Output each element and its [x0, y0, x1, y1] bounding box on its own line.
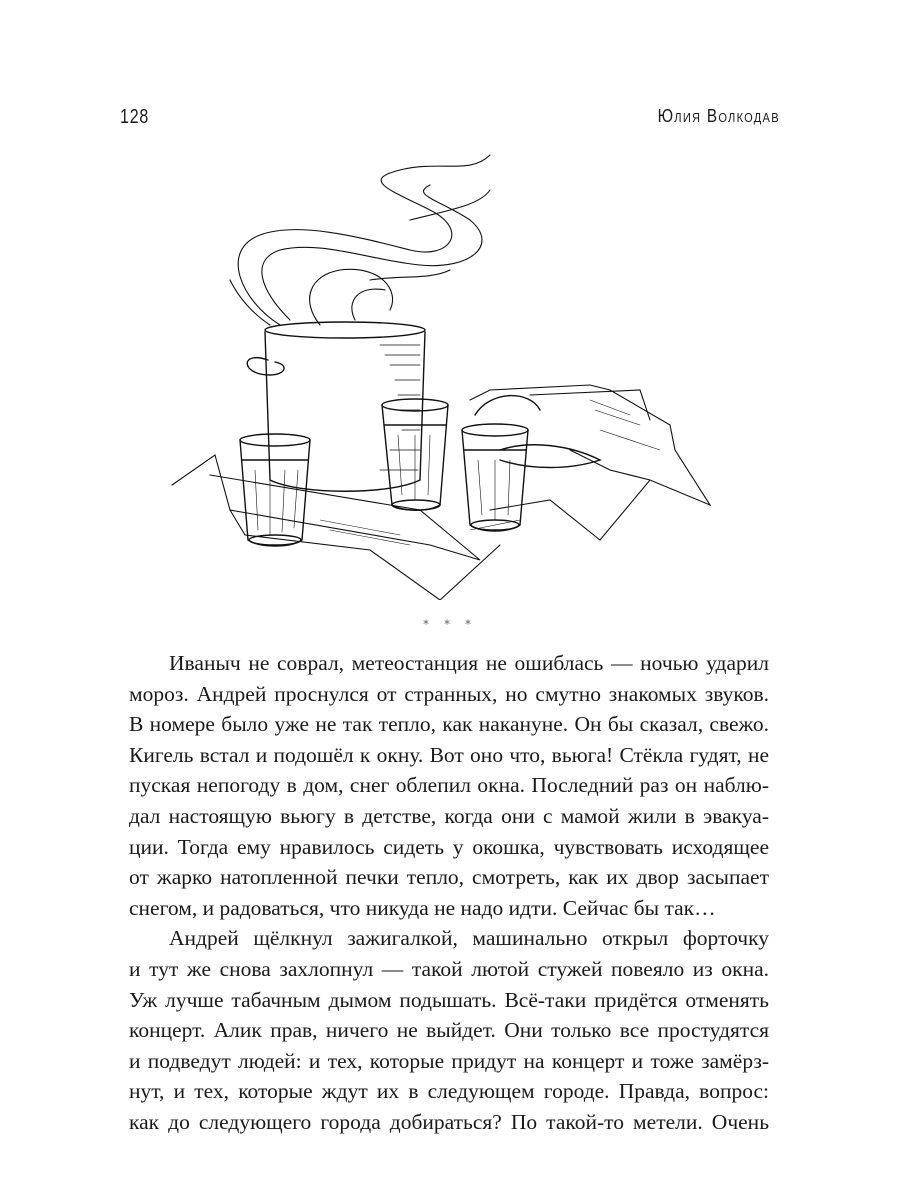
author-name: Юлия Волкодав [657, 106, 780, 126]
text-line: Уж лучше табачным дымом подышать. Всё-таки придётся отменять [129, 987, 769, 1012]
text-line: мороз. Андрей проснулся от странных, но смутно знакомых звуков. [129, 681, 769, 706]
text-line: Андрей щёлкнул зажигалкой, машинально открыл форточку [169, 926, 769, 951]
body-text [129, 648, 769, 1138]
text-line: В номере было уже не так тепло, как накануне. Он бы сказал, свежо. [129, 712, 769, 737]
section-separator: * * * [423, 618, 477, 631]
text-line: нут, и тех, которые ждут их в следующем городе. Правда, вопрос: [129, 1079, 769, 1104]
text-line: Иваныч не соврал, метеостанция не ошиблась — ночью ударил [169, 651, 769, 675]
glass-icon-middle [382, 399, 448, 510]
running-head [120, 106, 780, 136]
text-line: концерт. Алик прав, ничего не выйдет. Они только все простудятся [129, 1018, 769, 1043]
text-line: и подведут людей: и тех, которые придут на концерт и тоже замёрз- [129, 1048, 769, 1073]
paragraph-2 [129, 923, 769, 1137]
text-line: от жарко натопленной печки тепло, смотреть, как их двор засыпает [129, 865, 769, 890]
page-number: 128 [120, 106, 150, 128]
paragraph-1 [129, 648, 769, 923]
text-line: ции. Тогда ему нравилось сидеть у окошка, чувствовать исходящее [129, 834, 769, 859]
glass-icon-right [462, 424, 528, 531]
steam-icon [230, 155, 490, 325]
illustration-pot-glasses-newspaper [170, 150, 750, 600]
pot-icon [247, 322, 425, 491]
bread-fish-icon [475, 396, 600, 468]
text-line: снегом, и радоваться, что никуда не надо идти. Сейчас бы так… [129, 895, 716, 920]
text-line: пуская непогоду в дом, снег облепил окна. Последний раз он наблю- [129, 773, 769, 798]
text-line: и тут же снова захлопнул — такой лютой стужей повеяло из окна. [129, 956, 769, 981]
text-line: дал настоящую вьюгу в детстве, когда они с мамой жили в эвакуа- [129, 803, 769, 828]
text-line: как до следующего города добираться? По такой-то метели. Очень [129, 1109, 769, 1134]
text-line: Кигель встал и подошёл к окну. Вот оно что, вьюга! Стёкла гудят, не [129, 742, 769, 767]
